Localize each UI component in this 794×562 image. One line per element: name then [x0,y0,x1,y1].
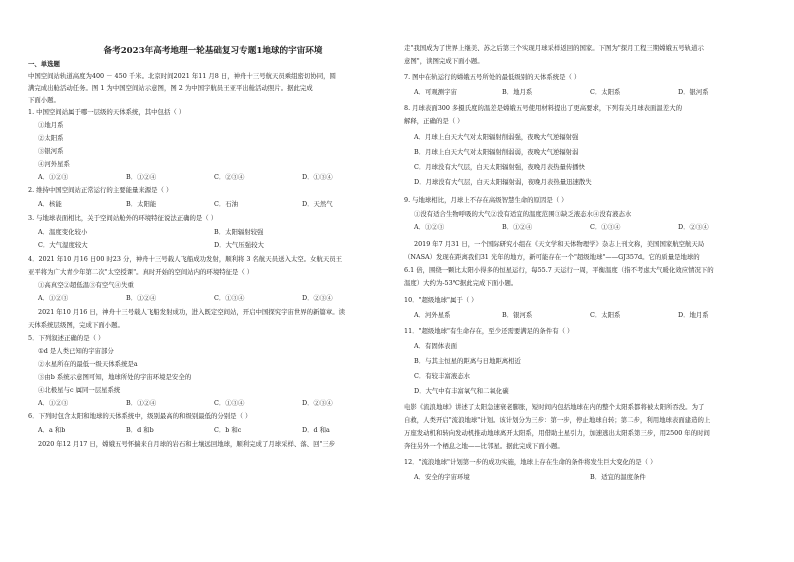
passage-line: 意图"，读图完成下面小题。 [404,57,484,65]
choice-d[interactable]: D．①③④ [302,173,333,181]
choice-d[interactable]: D．大气压强较大 [214,241,264,249]
choice-row [414,311,709,319]
passage-line: 走"我国成为了世界上继美、苏之后第三个实现月球采样返回的国家。下图为"探月工程三期嫦娥五号轨道示 [404,44,704,52]
passage-line: 万座发动机和转向发动机推动地球离开太阳系，用借助土星引力，加速逃出太阳系第三步，用2500 年的时间 [404,429,710,437]
choice-c[interactable]: C．有较丰富液态水 [414,372,471,380]
passage-line: 奔往另外一个栖息之地——比邻星。据此完成下面小题。 [404,442,564,450]
choice-row [414,473,646,481]
question-8-cont: 解释，正确的是（ ） [404,117,464,125]
choice-c[interactable]: C．大气湿度较大 [38,241,88,249]
choice-a[interactable]: A．可观测宇宙 [414,88,457,96]
choice-d[interactable]: D．②③④ [678,223,709,231]
question-5: 5．下列叙述正确的是（ ） [28,334,105,342]
choice-d[interactable]: D．月球没有大气层，白天太阳辐射弱，夜晚月表热量迅速散失 [414,178,592,186]
choice-c[interactable]: C．太阳系 [590,311,621,319]
choice-row [38,426,330,434]
choice-b[interactable]: B．d 和b [126,426,154,434]
choice-a[interactable]: A．①②③ [38,173,69,181]
statement-item: ①高真空②超低温③有空气④失重 [38,281,134,289]
choice-a[interactable]: A．有固体表面 [414,342,457,350]
choice-d[interactable]: D．d 和a [302,426,330,434]
choice-d[interactable]: D．②③④ [302,399,333,407]
choice-a[interactable]: A．安全的宇宙环境 [414,473,470,481]
statement-item: ③银河系 [38,147,64,155]
choice-d[interactable]: D．大气中有丰富氧气和二氧化碳 [414,387,509,395]
question-7: 7. 图中在轨运行的嫦娥五号所处的最低级别的天体系统是（ ） [404,73,581,81]
choice-a[interactable]: A．①②③ [38,399,69,407]
choice-d[interactable]: D．天然气 [302,200,333,208]
choice-d[interactable]: D．地月系 [678,311,709,319]
statement-item: ④河外星系 [38,160,70,168]
choice-c[interactable]: C．太阳系 [590,88,621,96]
choice-c[interactable]: C．石油 [214,200,239,208]
choice-a[interactable]: A．核能 [38,200,62,208]
statement-item: ①d 是人类已知的宇宙部分 [38,347,114,355]
question-12: 12．"流浪地球"计划第一步的成功实施，地球上存在生命的条件将发生巨大变化的是（ ） [404,458,657,466]
choice-b[interactable]: B．银河系 [502,311,533,319]
choice-b[interactable]: B．①②④ [126,173,157,181]
choice-row [38,173,333,181]
statement-item: ④北极星与c 属同一层星系统 [38,386,121,394]
question-6: 6．下列时包含太阳和地球的天体系统中，级别最高的和级别最低的分别是（ ） [28,412,252,420]
statement-item: ①地月系 [38,121,64,129]
choice-c[interactable]: C．月球没有大气层，白天太阳辐射强，夜晚月表热量传播快 [414,163,586,171]
choice-a[interactable]: A．①②③ [38,294,69,302]
choice-row [38,241,264,249]
choice-row [414,223,709,231]
choice-b[interactable]: B．①②④ [502,223,533,231]
passage-line: 2020 年12 月17 日，嫦娥五号怀揣来自月球的岩石和土壤远回地球，顺利完成了月球采样、落、回"三步 [38,440,336,448]
statement-item: ③由b 系统示意图可知，地球所处的宇宙环境是安全的 [38,373,192,381]
choice-row [38,399,333,407]
statement-item: ②太阳系 [38,134,64,142]
choice-b[interactable]: B．地月系 [502,88,533,96]
statement-item: ①没有适合生物呼吸的大气②没有适宜的温度范围③缺乏液态水④没有液态水 [414,210,632,218]
passage-line: 2021 年10 月16 日，神舟十三号载人飞船发射成功，进入既定空间站，开启中国探究宇宙世界的新篇章。读 [38,308,346,316]
choice-b[interactable]: B．太阳辐射较强 [214,228,264,236]
choice-c[interactable]: C．①③④ [214,294,245,302]
choice-b[interactable]: B．适宜的温度条件 [590,473,646,481]
question-1: 1. 中国空间站属于哪一层级的天体系统，其中包括（ ） [28,108,186,116]
passage-line: （NASA）发现在距离我们31 光年的地方，新可能存在一个"超级地球"——GJ357d。它的质量是地球的 [404,253,700,261]
question-10: 10．"超级地球"属于（ ） [404,296,478,304]
choice-row [38,294,333,302]
passage-line: 下面小题。 [28,96,60,104]
page-title: 备考2023年高考地理一轮基础复习专题1地球的宇宙环境 [103,46,323,56]
choice-d[interactable]: D．银河系 [678,88,709,96]
choice-a[interactable]: A．温度变化较小 [38,228,88,236]
choice-b[interactable]: B．太阳能 [126,200,157,208]
question-11: 11．"超级地球"有生命存在，至少还需要满足的条件有（ ） [404,327,574,335]
question-3: 3. 与地球表面相比，关于空间站舱外的环境特征说法正确的是（ ） [28,214,218,222]
choice-row [38,228,263,236]
passage-line: 中国空间站轨道高度为400 － 450 千米。北京时间2021 年11 月8 日，神舟十三号航天员乘组密切协同，圆 [28,72,336,80]
choice-row [414,88,709,96]
choice-a[interactable]: A．河外星系 [414,311,451,319]
passage-line: 电影《流浪地球》讲述了太阳急速衰老膨胀，短时间内包括地球在内的整个太阳系都将被太阳所吞没。为了 [404,403,705,411]
question-8: 8. 月球表面300 多摄氏度的温差是嫦娥五号使用材料提出了更高要求，下列有关月球表面温差大的 [404,104,682,112]
choice-c[interactable]: C．b 和c [214,426,242,434]
question-2: 2. 维持中国空间站正常运行的主要能量来源是（ ） [28,186,173,194]
question-4-cont: 亚平将为广大青少年第二次"太空授课"。真时开始的空间站内的环境特征是（ ） [28,268,254,276]
choice-b[interactable]: B．与其主恒星的距离与日地距离相近 [414,357,521,365]
passage-line: 满完成出舱活动任务。图 1 为中国空间站示意图，图 2 为中国宇航员王亚平出舱活动照片。据此完成 [28,84,313,92]
statement-item: ②水星所在的最低一级天体系统是a [38,360,138,368]
passage-line: 天体系统层级图，完成下面小题。 [28,321,124,329]
choice-b[interactable]: B．月球上白天大气对太阳辐射削弱弱，夜晚大气逆辐射弱 [414,148,579,156]
question-4: 4．2021 年10 月16 日00 时23 分，神舟十三号载人飞船成功发射，顺利将 3 名航天员送入太空。女航天员王 [28,255,342,263]
choice-a[interactable]: A．①②③ [414,223,445,231]
choice-a[interactable]: A．a 和b [38,426,66,434]
choice-b[interactable]: B．①②④ [126,294,157,302]
passage-line: 自救，人类开启"流浪地球"计划。该计划分为三步：第一步，停止地球自转；第二步，利用地球表面建造的上 [404,416,711,424]
choice-c[interactable]: C．①③④ [214,399,245,407]
passage-line: 6.1 倍，围绕一颗比太阳小得多的恒星运行，每55.7 天运行一周，平衡温度（指不考虑大气暖化效应情况下的 [404,266,714,274]
section-heading: 一、单选题 [28,60,60,68]
passage-line: 2019 年7 月31 日，一个国际研究小组在《天文学和天体物理学》杂志上刊文称，美国国家航空航天局 [414,240,705,248]
choice-a[interactable]: A．月球上白天大气对太阳辐射削弱强，夜晚大气逆辐射强 [414,133,579,141]
choice-c[interactable]: C．①③④ [590,223,621,231]
choice-b[interactable]: B．①②④ [126,399,157,407]
choice-c[interactable]: C．②③④ [214,173,245,181]
question-9: 9. 与地球相比，月球上不存在高级智慧生命的原因是（ ） [404,196,568,204]
choice-row [38,200,333,208]
choice-d[interactable]: D．②③④ [302,294,333,302]
passage-line: 温度）大约为-53℃据此完成下面小题。 [404,279,518,287]
